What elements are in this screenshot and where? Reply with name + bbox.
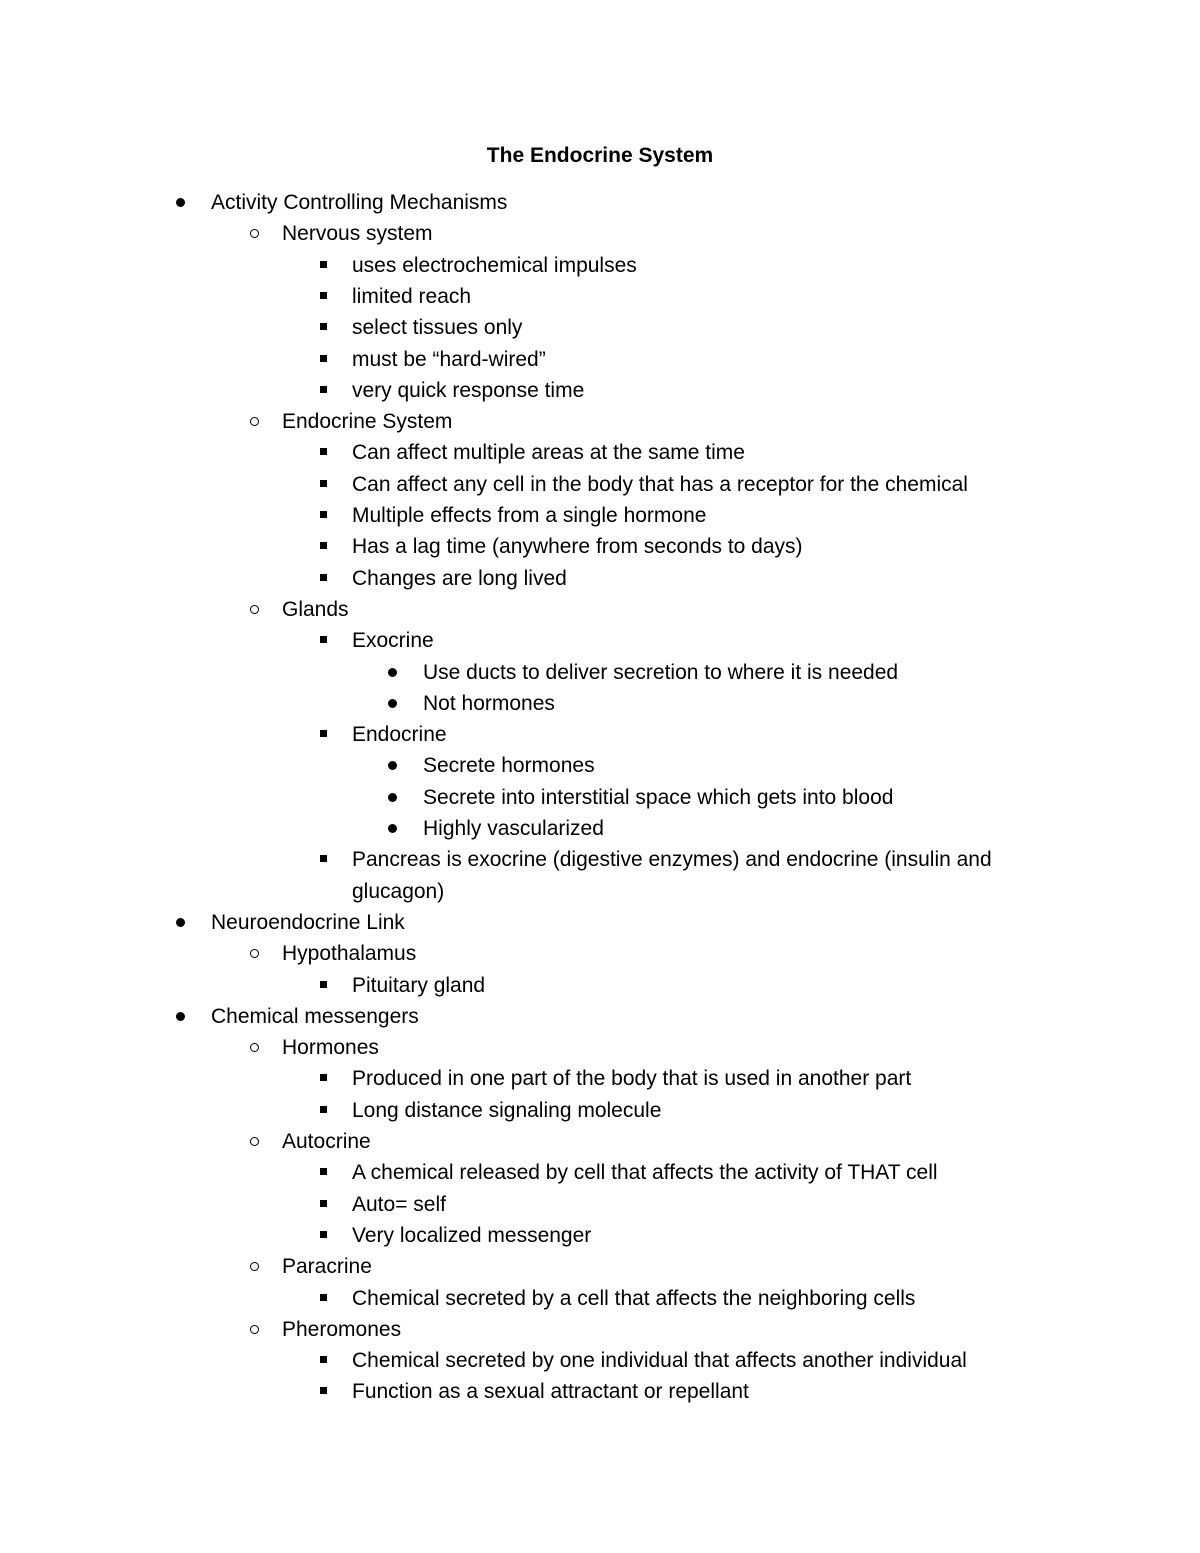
- bullet-square-icon: [313, 282, 333, 312]
- outline-item-text: Long distance signaling molecule: [352, 1099, 662, 1122]
- outline-item-level-3: [0, 251, 1200, 281]
- outline-item-text: Activity Controlling Mechanisms: [211, 191, 508, 214]
- bullet-disc-icon: [382, 689, 402, 719]
- bullet-square-icon: [313, 564, 333, 594]
- bullet-square-icon: [313, 438, 333, 468]
- outline-item-level-2: [0, 939, 1200, 969]
- outline-item-text: Pituitary gland: [352, 974, 486, 997]
- bullet-square-icon: [313, 1064, 333, 1094]
- bullet-square-icon: [313, 251, 333, 281]
- bullet-square-icon: [313, 971, 333, 1001]
- outline-item-text: Chemical secreted by a cell that affects the neighboring cells: [352, 1287, 916, 1310]
- bullet-circle-icon: [244, 939, 264, 969]
- outline-item-text: Auto= self: [352, 1193, 446, 1216]
- bullet-square-icon: [313, 501, 333, 531]
- outline-item-text: A chemical released by cell that affects the activity of THAT cell: [352, 1161, 938, 1184]
- outline-item-level-2: [0, 1315, 1200, 1345]
- outline-item-level-3: [0, 1284, 1200, 1314]
- outline-item-text: glucagon): [352, 880, 445, 903]
- outline-item-level-1: [0, 188, 1200, 218]
- bullet-circle-icon: [244, 1252, 264, 1282]
- outline-item-level-3: [0, 1064, 1200, 1094]
- outline-item-level-2: [0, 1127, 1200, 1157]
- outline-item-text: Endocrine: [352, 723, 447, 746]
- outline-item-level-3: [0, 626, 1200, 656]
- outline-item-level-3: [0, 1096, 1200, 1126]
- outline-item-level-3: [0, 345, 1200, 375]
- outline-item-text: Chemical secreted by one individual that affects another individual: [352, 1349, 967, 1372]
- outline-item-text: Secrete hormones: [423, 754, 595, 777]
- bullet-circle-icon: [244, 407, 264, 437]
- bullet-square-icon: [313, 345, 333, 375]
- outline-item-text: Pancreas is exocrine (digestive enzymes) and endocrine (insulin and: [352, 848, 992, 871]
- bullet-circle-icon: [244, 1033, 264, 1063]
- outline-item-text: Produced in one part of the body that is used in another part: [352, 1067, 912, 1090]
- outline-item-text: Multiple effects from a single hormone: [352, 504, 707, 527]
- bullet-circle-icon: [244, 219, 264, 249]
- outline-item-text: must be “hard-wired”: [352, 348, 546, 371]
- outline-item-text: Paracrine: [282, 1255, 372, 1278]
- document-title: The Endocrine System: [486, 144, 714, 167]
- bullet-disc-icon: [382, 751, 402, 781]
- outline-item-text: Can affect multiple areas at the same time: [352, 441, 745, 464]
- outline-item-text: Function as a sexual attractant or repellant: [352, 1380, 749, 1403]
- outline-item-level-2: [0, 219, 1200, 249]
- bullet-square-icon: [313, 313, 333, 343]
- outline-item-level-3: [0, 877, 1200, 907]
- bullet-square-icon: [313, 1096, 333, 1126]
- outline-item-text: Nervous system: [282, 222, 433, 245]
- outline-item-text: Pheromones: [282, 1318, 402, 1341]
- outline-item-text: Neuroendocrine Link: [211, 911, 405, 934]
- bullet-square-icon: [313, 626, 333, 656]
- outline-item-level-3: [0, 1158, 1200, 1188]
- bullet-square-icon: [313, 1190, 333, 1220]
- bullet-square-icon: [313, 1346, 333, 1376]
- bullet-disc-icon: [170, 1002, 190, 1032]
- bullet-square-icon: [313, 1221, 333, 1251]
- outline-item-level-3: [0, 313, 1200, 343]
- outline-item-text: Can affect any cell in the body that has a receptor for the chemical: [352, 473, 968, 496]
- bullet-disc-icon: [382, 814, 402, 844]
- bullet-square-icon: [313, 1284, 333, 1314]
- outline-item-text: very quick response time: [352, 379, 585, 402]
- outline-item-level-4: [0, 689, 1200, 719]
- outline-item-level-3: [0, 376, 1200, 406]
- outline-item-level-4: [0, 814, 1200, 844]
- outline-item-text: Endocrine System: [282, 410, 453, 433]
- bullet-disc-icon: [382, 658, 402, 688]
- outline-item-text: Has a lag time (anywhere from seconds to days): [352, 535, 803, 558]
- outline-item-level-2: [0, 1252, 1200, 1282]
- outline-item-level-3: [0, 1190, 1200, 1220]
- bullet-square-icon: [313, 1377, 333, 1407]
- outline-item-text: Not hormones: [423, 692, 555, 715]
- outline-item-text: select tissues only: [352, 316, 523, 339]
- bullet-square-icon: [313, 1158, 333, 1188]
- bullet-disc-icon: [170, 188, 190, 218]
- outline-item-level-1: [0, 1002, 1200, 1032]
- outline-item-level-3: [0, 501, 1200, 531]
- outline-item-level-4: [0, 751, 1200, 781]
- outline-item-level-2: [0, 407, 1200, 437]
- bullet-square-icon: [313, 532, 333, 562]
- bullet-circle-icon: [244, 595, 264, 625]
- outline-item-text: Highly vascularized: [423, 817, 604, 840]
- bullet-circle-icon: [244, 1315, 264, 1345]
- outline-item-text: Very localized messenger: [352, 1224, 592, 1247]
- outline-item-level-2: [0, 595, 1200, 625]
- bullet-disc-icon: [170, 908, 190, 938]
- outline-item-text: Chemical messengers: [211, 1005, 419, 1028]
- outline-item-level-3: [0, 1346, 1200, 1376]
- outline-item-text: Glands: [282, 598, 349, 621]
- outline-item-level-3: [0, 1377, 1200, 1407]
- outline-item-level-1: [0, 908, 1200, 938]
- outline-item-text: Autocrine: [282, 1130, 371, 1153]
- outline-item-level-2: [0, 1033, 1200, 1063]
- outline-item-level-3: [0, 971, 1200, 1001]
- outline-item-text: Secrete into interstitial space which gets into blood: [423, 786, 894, 809]
- outline-item-level-4: [0, 783, 1200, 813]
- outline-item-level-3: [0, 845, 1200, 875]
- outline-item-text: Use ducts to deliver secretion to where it is needed: [423, 661, 899, 684]
- outline-item-level-3: [0, 564, 1200, 594]
- outline-item-level-3: [0, 532, 1200, 562]
- bullet-circle-icon: [244, 1127, 264, 1157]
- outline-item-text: Hypothalamus: [282, 942, 417, 965]
- outline-item-level-3: [0, 720, 1200, 750]
- outline-item-text: uses electrochemical impulses: [352, 254, 637, 277]
- outline-item-level-3: [0, 438, 1200, 468]
- outline-item-text: limited reach: [352, 285, 472, 308]
- outline-item-level-3: [0, 470, 1200, 500]
- outline-item-level-3: [0, 282, 1200, 312]
- outline-item-text: Changes are long lived: [352, 567, 567, 590]
- outline-item-level-3: [0, 1221, 1200, 1251]
- bullet-square-icon: [313, 376, 333, 406]
- bullet-square-icon: [313, 720, 333, 750]
- bullet-square-icon: [313, 845, 333, 875]
- bullet-disc-icon: [382, 783, 402, 813]
- bullet-square-icon: [313, 470, 333, 500]
- outline-item-text: Hormones: [282, 1036, 379, 1059]
- outline-item-level-4: [0, 658, 1200, 688]
- outline-item-text: Exocrine: [352, 629, 434, 652]
